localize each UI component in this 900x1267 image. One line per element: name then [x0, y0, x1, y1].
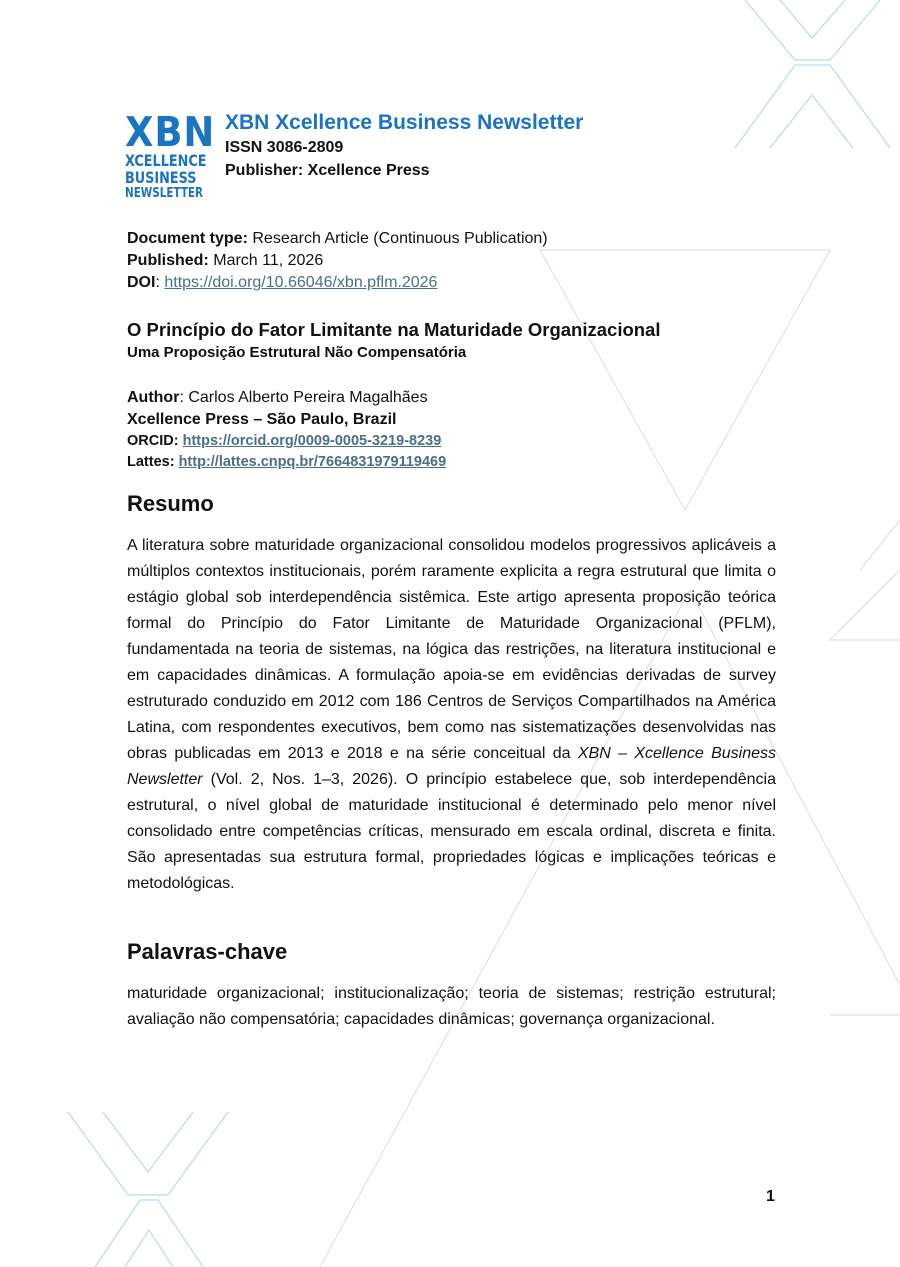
- published-value: March 11, 2026: [213, 252, 324, 269]
- lattes-row: [127, 452, 446, 473]
- doi-separator: :: [155, 274, 160, 291]
- author-block: [127, 387, 446, 473]
- doi-row: [127, 272, 548, 294]
- doi-link[interactable]: https://doi.org/10.66046/xbn.pflm.2026: [164, 274, 438, 291]
- publisher: Publisher: Xcellence Press: [225, 162, 430, 179]
- lattes-label: Lattes:: [127, 454, 175, 470]
- orcid-link[interactable]: https://orcid.org/0009-0005-3219-8239: [182, 433, 442, 449]
- top-right-x-mark: [735, 0, 890, 148]
- author-name: : Carlos Alberto Pereira Magalhães: [179, 389, 428, 406]
- logo-line-3: NEWSLETTER: [125, 186, 204, 201]
- abstract-text: [127, 533, 776, 897]
- logo-line-1: XCELLENCE: [125, 151, 207, 170]
- issn: ISSN 3086-2809: [225, 139, 344, 156]
- doctype-label: Document type:: [127, 230, 248, 247]
- author-label: Author: [127, 389, 180, 406]
- author-row: [127, 387, 446, 409]
- lattes-link[interactable]: http://lattes.cnpq.br/7664831979119469: [178, 454, 447, 470]
- affiliation-text: Xcellence Press – São Paulo, Brazil: [127, 411, 397, 428]
- published-row: [127, 250, 548, 272]
- article-title: O Princípio do Fator Limitante na Maturidade Organizacional: [127, 319, 661, 340]
- document-metadata: [127, 228, 548, 294]
- logo-line-2: BUSINESS: [125, 168, 197, 187]
- abstract-text-part-1: A literatura sobre maturidade organizacional consolidou modelos progressivos aplicáveis a múltiplos contextos institucionais, porém raramente explicita a regra estrutural que limita o estágio global sob interdependência sistêmica. Este artigo apresenta proposição teórica formal do Princípio do Fator Limitante de Maturidade Organizacional (PFLM), fundamentada na teoria de sistemas, na lógica das restrições, na literatura institucional e em capacidades dinâmicas. A formulação apoia-se em evidências derivadas de survey estruturado conduzido em 2012 com 186 Centros de Serviços Compartilhados na América Latina, com respondentes executivos, bem como nas sistematizações desenvolvidas nas obras publicadas em 2013 e 2018 e na série conceitual da: [127, 537, 776, 762]
- page-number: 1: [766, 1188, 775, 1205]
- newsletter-title: XBN Xcellence Business Newsletter: [225, 111, 584, 134]
- abstract-text-italic: XBN – Xcellence Business Newsletter: [127, 745, 777, 788]
- orcid-label: ORCID:: [127, 433, 179, 449]
- bottom-left-x-mark: [68, 1112, 228, 1267]
- author-affiliation: [127, 409, 446, 431]
- logo-wordmark: XBN: [125, 108, 216, 156]
- article-subtitle: Uma Proposição Estrutural Não Compensatória: [127, 344, 467, 361]
- keywords-heading: Palavras-chave: [127, 939, 288, 964]
- article-title-block: [127, 318, 660, 364]
- published-label: Published:: [127, 252, 209, 269]
- abstract-text-part-2: (Vol. 2, Nos. 1–3, 2026). O princípio estabelece que, sob interdependência estrutural, o nível global de maturidade institucional é determinado pelo menor nível consolidado entre competências críticas, mensurado em escala ordinal, discreta e finita. São apresentadas sua estrutura formal, propriedades lógicas e implicações teóricas e metodológicas.: [127, 771, 776, 892]
- doi-label: DOI: [127, 274, 156, 291]
- doctype-row: [127, 228, 548, 250]
- abstract-heading: Resumo: [127, 491, 214, 516]
- orcid-row: [127, 431, 446, 452]
- xbn-logo: [125, 108, 217, 201]
- keywords-text: maturidade organizacional; institucionalização; teoria de sistemas; restrição estrutural; avaliação não compensatória; capacidades dinâmicas; governança organizacional.: [127, 985, 776, 1028]
- newsletter-header: [225, 110, 583, 182]
- doctype-value: Research Article (Continuous Publication): [252, 230, 548, 247]
